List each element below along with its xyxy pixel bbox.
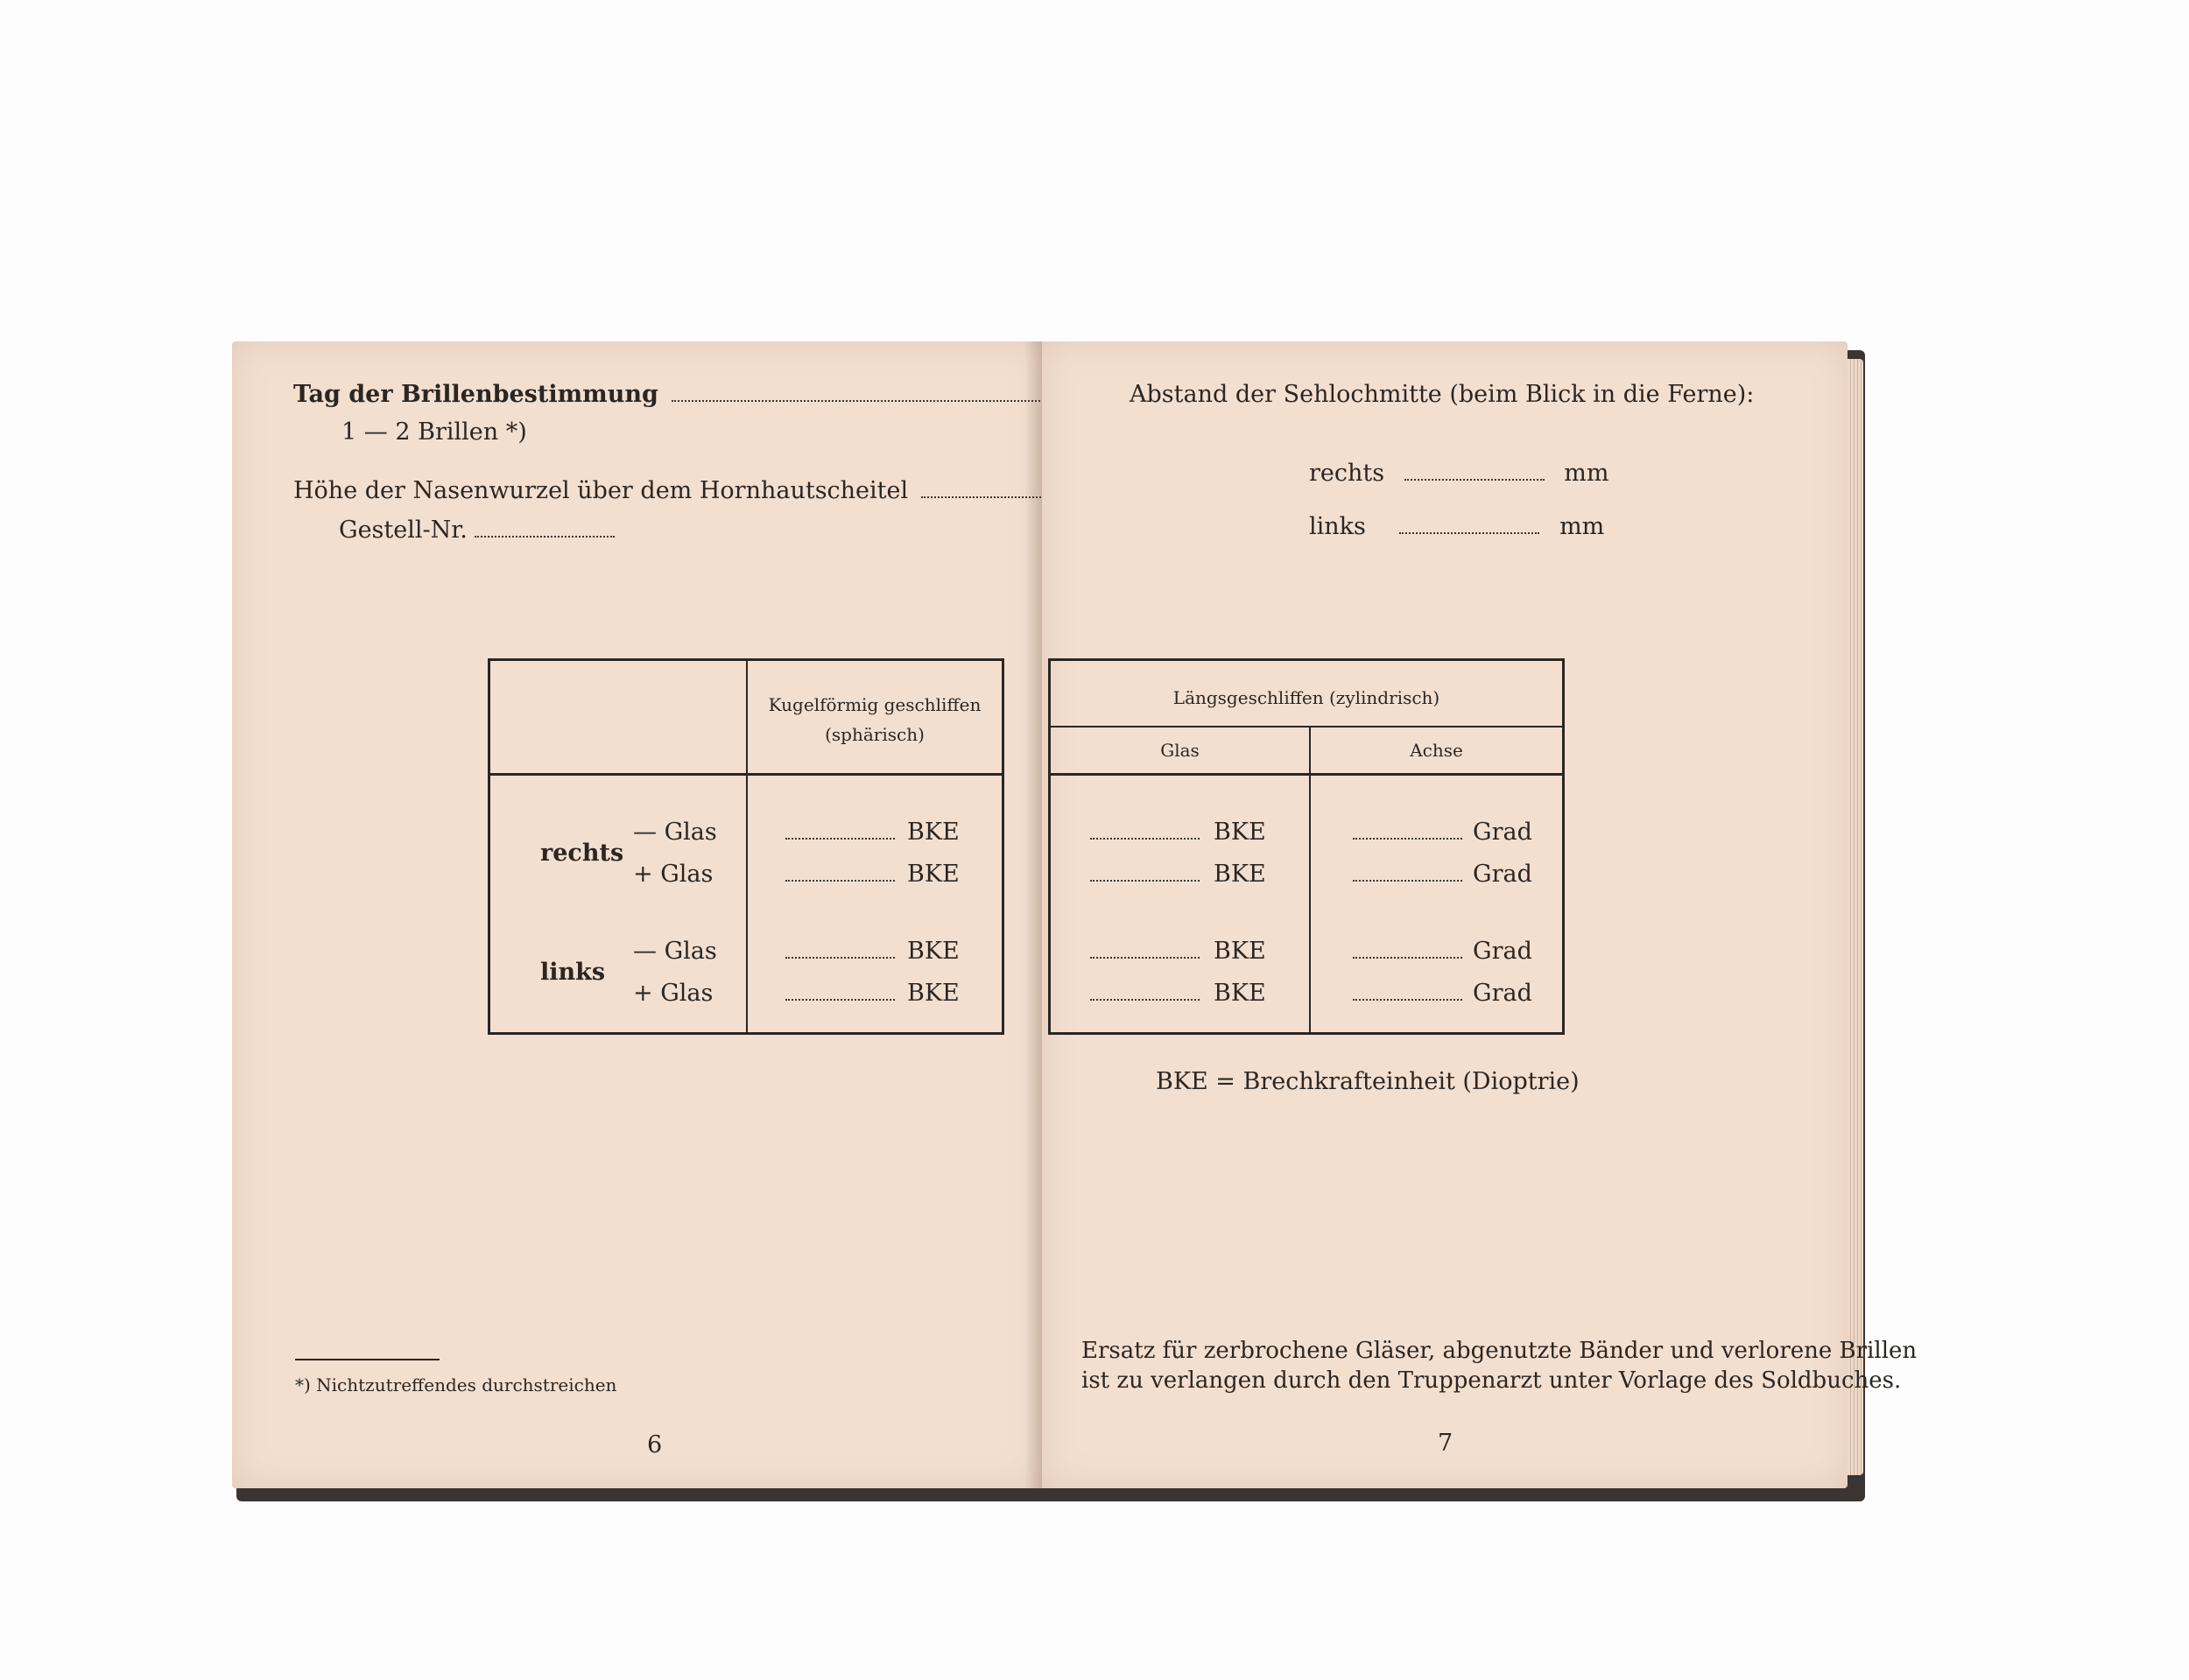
replacement-note-line-2: ist zu verlangen durch den Truppenarzt unter Vorlage des Soldbuches. [1081,1367,1902,1394]
glasses-date-label [293,381,1109,408]
footnote: *) Nichtzutreffendes durchstreichen [295,1374,617,1395]
axis-field[interactable] [1353,999,1462,1001]
bke-field[interactable] [1090,957,1200,959]
pupil-right-unit: mm [1564,460,1609,487]
axis-field[interactable] [1353,880,1462,882]
bke-field[interactable] [1090,838,1200,840]
col-axis: Achse [1410,740,1463,761]
spherical-header-2: (sphärisch) [825,724,925,745]
group-label-links: links [540,959,606,986]
glass-label: — Glas [633,938,717,965]
glasses-date-title: Tag der Brillenbestimmung [293,381,658,408]
bke-entry: BKE [785,819,960,846]
cylindrical-header: Längsgeschliffen (zylindrisch) [1172,687,1440,708]
table-header-divider [1051,773,1562,776]
pupil-distance-right-row [1309,460,1609,487]
glass-label: + Glas [633,861,714,888]
cylindrical-table [1048,658,1565,1035]
page-number-left: 6 [647,1431,663,1459]
frame-number-field[interactable] [475,536,615,538]
bke-entry: BKE [785,938,960,965]
brillen-count: 1 — 2 Brillen *) [341,418,527,446]
frame-number-row [339,517,615,544]
open-booklet [232,341,1918,1497]
right-page [1042,341,1918,1488]
spherical-header-1: Kugelförmig geschliffen [768,694,982,715]
bke-entry: BKE [785,861,960,888]
axis-entry: Grad [1353,938,1532,965]
bke-entry: BKE [1090,861,1266,888]
pupil-left-field[interactable] [1399,532,1539,534]
spherical-table [488,658,1004,1035]
bke-field[interactable] [1090,999,1200,1001]
table-divider [746,661,748,1032]
pupil-distance-title: Abstand der Sehlochmitte (beim Blick in die Ferne): [1130,381,1755,408]
page-stack-edge [1848,359,1863,1475]
axis-entry: Grad [1353,980,1532,1007]
frame-number-label: Gestell-Nr. [339,517,468,544]
axis-entry: Grad [1353,819,1532,846]
axis-field[interactable] [1353,957,1462,959]
pupil-left-unit: mm [1559,513,1605,540]
axis-entry: Grad [1353,861,1532,888]
bke-field[interactable] [1090,880,1200,882]
glass-label: + Glas [633,980,714,1007]
pupil-right-label: rechts [1309,460,1385,487]
bke-entry: BKE [1090,980,1266,1007]
page-number-right: 7 [1438,1430,1453,1457]
bke-field[interactable] [785,838,895,840]
footnote-rule [295,1359,440,1360]
glass-label: — Glas [633,819,717,846]
pupil-right-field[interactable] [1404,479,1545,481]
bke-field[interactable] [785,957,895,959]
col-glass: Glas [1160,740,1200,761]
bke-entry: BKE [1090,938,1266,965]
pupil-left-label: links [1309,513,1366,540]
replacement-note-line-1: Ersatz für zerbrochene Gläser, abgenutzte Bänder und verlorene Brillen [1081,1338,1918,1364]
axis-field[interactable] [1353,838,1462,840]
table-header-divider [490,773,1002,776]
bke-entry: BKE [785,980,960,1007]
bke-field[interactable] [785,999,895,1001]
bke-legend: BKE = Brechkrafteinheit (Dioptrie) [1156,1068,1580,1095]
header-subdivider [1051,726,1562,728]
group-label-rechts: rechts [540,840,624,867]
nose-height-row [293,477,1118,504]
left-page [232,341,1042,1488]
bke-field[interactable] [785,880,895,882]
bke-entry: BKE [1090,819,1266,846]
pupil-distance-left-row [1309,513,1604,540]
nose-height-label: Höhe der Nasenwurzel über dem Hornhautscheitel [293,477,909,504]
